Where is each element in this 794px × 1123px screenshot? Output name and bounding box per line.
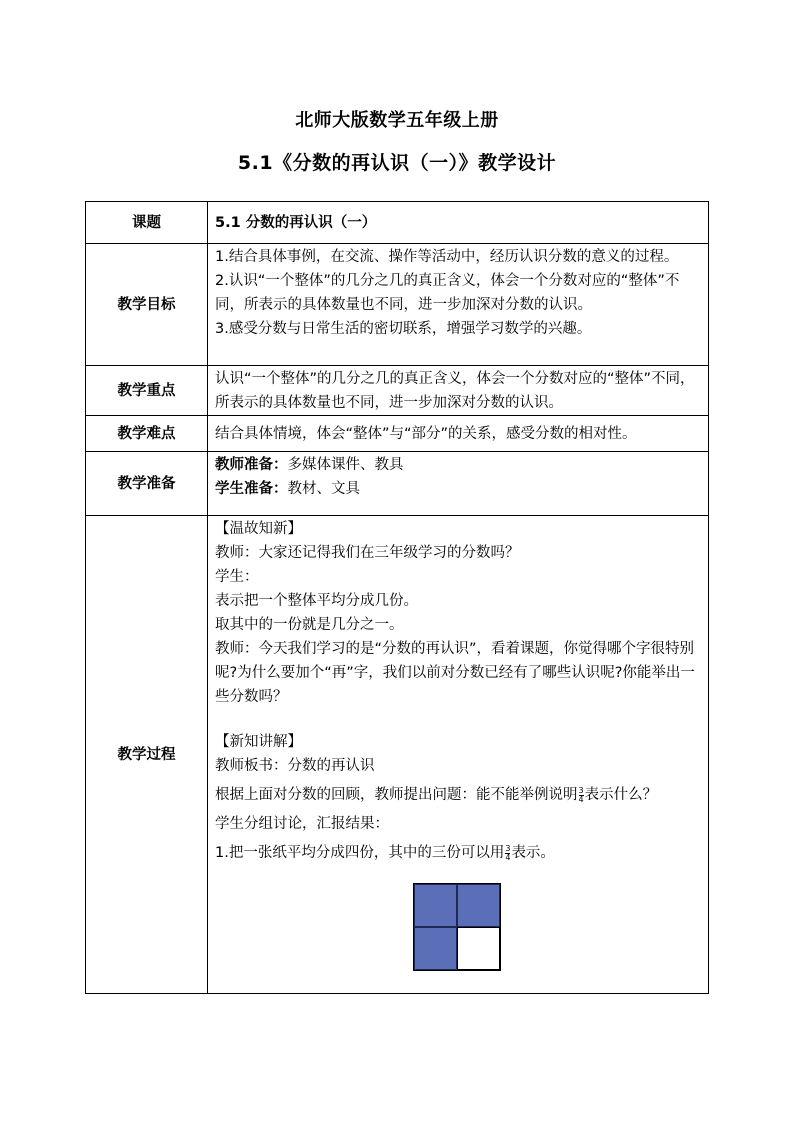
fraction-denominator: 4 xyxy=(578,794,584,804)
student-answer-1: 表示把一个整体平均分成几份。 xyxy=(215,593,418,609)
process-label: 教学过程 xyxy=(86,516,208,994)
fraction-numerator: 3 xyxy=(578,785,584,795)
shaded-part xyxy=(457,884,500,927)
process-content xyxy=(208,516,709,994)
fraction-diagram-area xyxy=(215,865,702,973)
teacher-preparation-value: 多媒体课件、教具 xyxy=(287,457,404,473)
key-points-text: 认识“一个整体”的几分之几的真正含义，体会一个分数对应的“整体”不同，所表示的具体数量也不同，进一步加深对分数的认识。 xyxy=(215,371,695,411)
goals-label: 教学目标 xyxy=(86,244,208,366)
shaded-part xyxy=(414,884,457,927)
difficulties-text: 结合具体情境，体会“整体”与“部分”的关系，感受分数的相对性。 xyxy=(215,426,637,442)
unshaded-part xyxy=(457,927,500,970)
teacher-question-2: 教师：今天我们学习的是“分数的再认识”，看着课题，你觉得哪个字很特别呢?为什么要加个“再”字，我们以前对分数已经有了哪些认识呢?你能举出一些分数吗？ xyxy=(215,641,695,705)
goal-item: 2.认识“一个整体”的几分之几的真正含义，体会一个分数对应的“整体”不同，所表示的具体数量也不同，进一步加深对分数的认识。 xyxy=(215,273,680,313)
difficulties-label: 教学难点 xyxy=(86,416,208,452)
table-row-process xyxy=(86,516,709,994)
fraction-numerator: 3 xyxy=(505,843,511,853)
student-answer-2: 取其中的一份就是几分之一。 xyxy=(215,617,404,633)
teacher-question-3 xyxy=(215,783,702,807)
example-text-before: 1.把一张纸平均分成四份，其中的三份可以用 xyxy=(215,845,505,861)
fraction-three-quarters xyxy=(505,845,510,862)
student-label: 学生： xyxy=(215,569,259,585)
goals-content xyxy=(208,244,709,366)
discussion-line: 学生分组讨论，汇报结果： xyxy=(215,816,389,832)
student-preparation-value: 教材、文具 xyxy=(287,481,360,497)
teacher-preparation xyxy=(215,453,702,477)
document-title: 北师大版数学五年级上册 xyxy=(295,110,499,131)
table-row-difficulties xyxy=(86,416,709,452)
topic-label: 课题 xyxy=(86,202,208,244)
key-points-label: 教学重点 xyxy=(86,366,208,416)
review-heading: 【温故知新】 xyxy=(215,521,302,537)
fraction-three-quarters xyxy=(579,787,584,804)
document-subtitle: 5.1《分数的再认识（一）》教学设计 xyxy=(237,152,557,174)
table-row-preparation xyxy=(86,452,709,516)
example-1 xyxy=(215,841,702,865)
question-text-before: 根据上面对分数的回顾，教师提出问题：能不能举例说明 xyxy=(215,787,578,803)
difficulties-content xyxy=(208,416,709,452)
student-preparation-label: 学生准备： xyxy=(215,481,288,497)
key-points-content xyxy=(208,366,709,416)
question-text-after: 表示什么？ xyxy=(584,787,658,803)
paper-fraction-diagram xyxy=(413,883,501,971)
lesson-plan-table xyxy=(85,201,709,994)
shaded-part xyxy=(414,927,457,970)
teacher-preparation-label: 教师准备： xyxy=(215,457,288,473)
preparation-content xyxy=(208,452,709,516)
goal-item: 3.感受分数与日常生活的密切联系，增强学习数学的兴趣。 xyxy=(215,321,592,337)
topic-value: 5.1 分数的再认识（一） xyxy=(208,202,709,244)
new-knowledge-heading: 【新知讲解】 xyxy=(215,734,302,750)
fraction-denominator: 4 xyxy=(505,852,511,862)
board-writing: 教师板书：分数的再认识 xyxy=(215,758,375,774)
blank-line xyxy=(215,709,702,730)
example-text-after: 表示。 xyxy=(511,845,555,861)
table-row-topic xyxy=(86,202,709,244)
teacher-question-1: 教师：大家还记得我们在三年级学习的分数吗？ xyxy=(215,545,520,561)
preparation-label: 教学准备 xyxy=(86,452,208,516)
goal-item: 1.结合具体事例，在交流、操作等活动中，经历认识分数的意义的过程。 xyxy=(215,249,679,265)
student-preparation xyxy=(215,477,702,501)
table-row-goals xyxy=(86,244,709,366)
table-row-key-points xyxy=(86,366,709,416)
